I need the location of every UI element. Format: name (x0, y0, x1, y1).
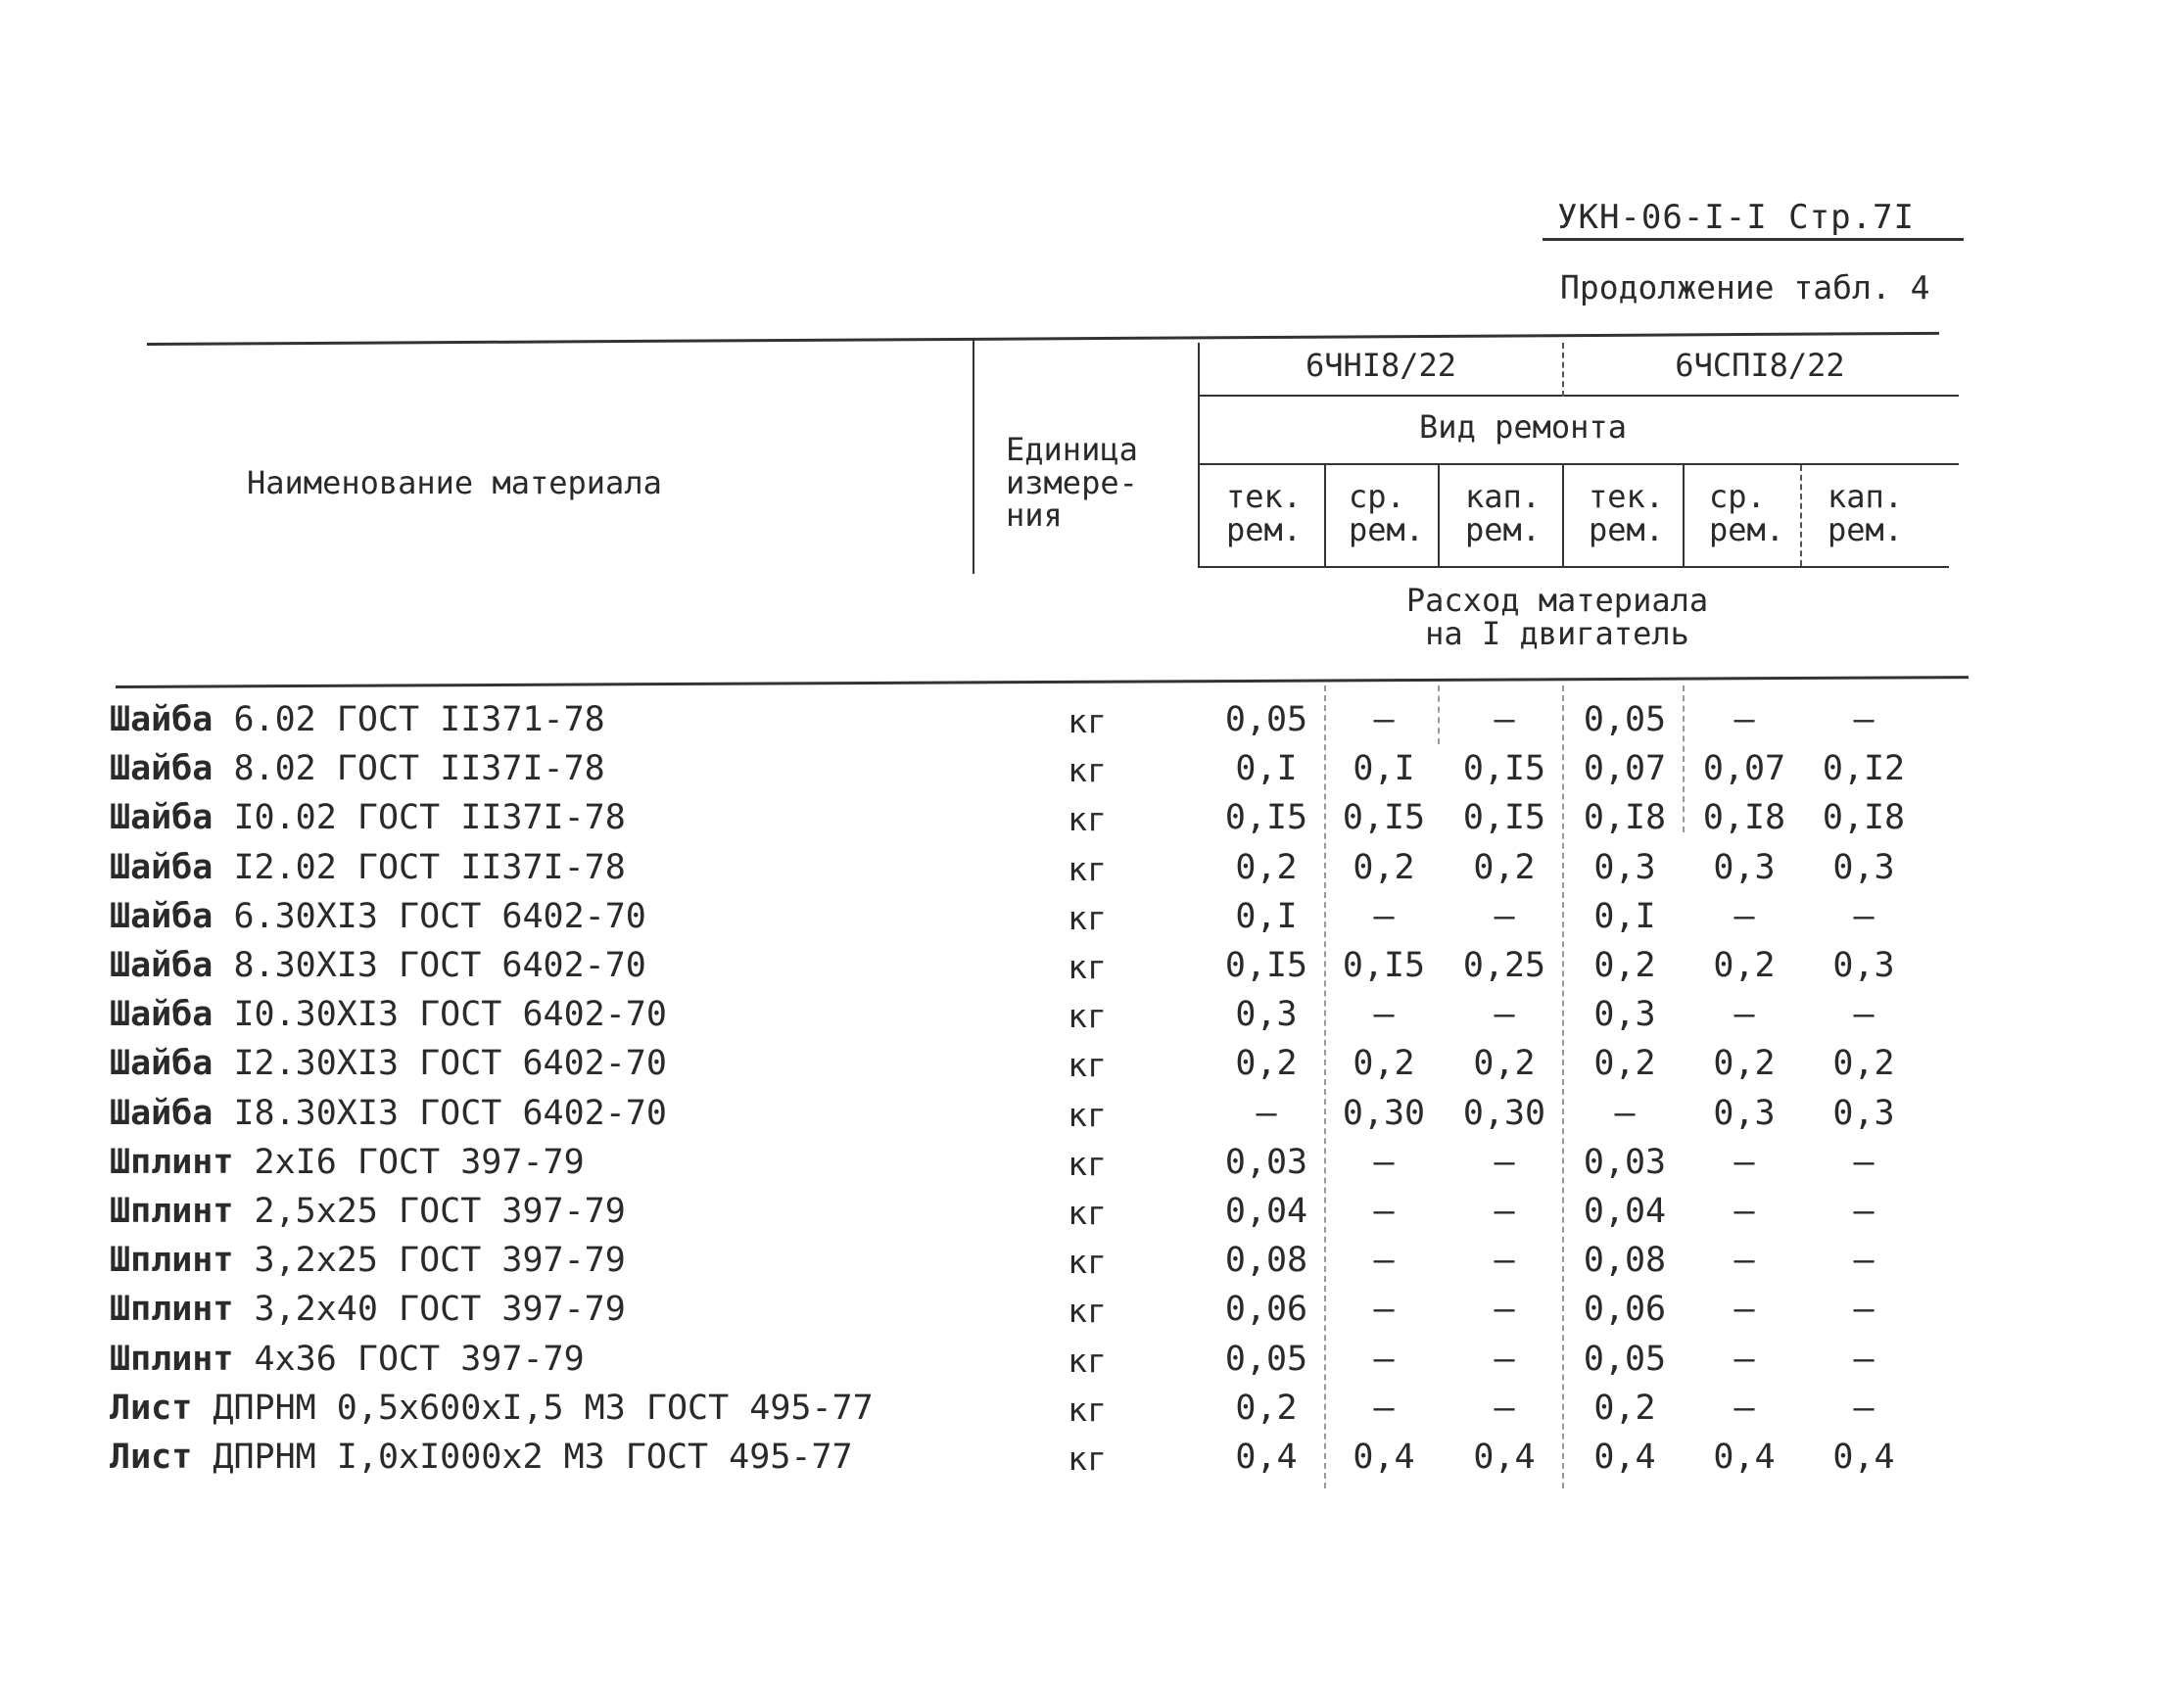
material-name (110, 1143, 585, 1182)
subcol-sep-2 (1438, 465, 1440, 566)
consumption-cell: 0,2 (1832, 1044, 1895, 1083)
material-name (110, 700, 605, 739)
consumption-cell: 0,I (1593, 897, 1656, 936)
consumption-cell: – (1853, 700, 1875, 739)
material-name (110, 1192, 626, 1231)
consumption-cell: 0,4 (1353, 1438, 1415, 1477)
consumption-cell: – (1853, 1389, 1875, 1428)
material-kind: Шплинт (110, 1241, 234, 1280)
consumption-cell: 0,3 (1832, 848, 1895, 887)
consumption-cell: – (1256, 1094, 1277, 1133)
material-spec: 8.02 ГОСТ II37I-78 (233, 749, 605, 788)
consumption-cell: 0,03 (1583, 1143, 1667, 1182)
unit-cell: кг (1068, 899, 1107, 937)
consumption-cell: – (1733, 1192, 1755, 1231)
consumption-cell: 0,07 (1583, 749, 1667, 788)
consumption-cell: 0,3 (1593, 995, 1656, 1034)
consumption-cell: – (1853, 1143, 1875, 1182)
consumption-cell: 0,2 (1593, 1044, 1656, 1083)
consumption-cell: – (1494, 700, 1515, 739)
material-spec: ДПРНМ 0,5x600xI,5 М3 ГОСТ 495-77 (213, 1389, 874, 1428)
material-kind: Шайба (110, 1044, 214, 1083)
material-kind: Шайба (110, 749, 214, 788)
consumption-cell: – (1373, 1241, 1395, 1280)
material-name (110, 1241, 626, 1280)
subcol-header-2: ср. рем. (1349, 478, 1425, 548)
material-name (110, 995, 667, 1034)
repair-type-header: Вид ремонта (1419, 408, 1627, 446)
consumption-cell: 0,08 (1224, 1241, 1308, 1280)
consumption-cell: 0,I (1235, 749, 1298, 788)
material-spec: 2,5x25 ГОСТ 397-79 (254, 1192, 626, 1231)
unit-column-header: Единица измере- ния (1006, 431, 1138, 535)
consumption-cell: 0,I5 (1462, 798, 1546, 837)
consumption-cell: 0,30 (1462, 1094, 1546, 1133)
consumption-cell: – (1494, 1241, 1515, 1280)
subcol-header-3: кап. рем. (1465, 478, 1542, 548)
consumption-cell: – (1494, 1290, 1515, 1329)
unit-cell: кг (1068, 1292, 1107, 1330)
subcol-sep-5 (1800, 465, 1802, 566)
consumption-cell: – (1373, 1340, 1395, 1379)
material-spec: I2.30XI3 ГОСТ 6402-70 (233, 1044, 667, 1083)
unit-cell: кг (1068, 800, 1107, 838)
page-reference-underline (1543, 238, 1964, 241)
subcol-header-6: кап. рем. (1828, 478, 1904, 548)
unit-cell: кг (1068, 1145, 1107, 1183)
material-kind: Шайба (110, 798, 214, 837)
material-name (110, 946, 646, 985)
consumption-header: Расход материала на I двигатель (1405, 582, 1709, 652)
consumption-cell: – (1494, 1192, 1515, 1231)
consumption-cell: 0,I5 (1342, 946, 1426, 985)
consumption-cell: – (1494, 995, 1515, 1034)
material-kind: Шайба (110, 897, 214, 936)
consumption-cell: – (1614, 1094, 1636, 1133)
engine-b-header: 6ЧСПI8/22 (1675, 347, 1845, 384)
consumption-cell: 0,I (1353, 749, 1415, 788)
repair-type-rule (1200, 463, 1959, 465)
consumption-cell: 0,4 (1832, 1438, 1895, 1477)
material-kind: Шайба (110, 1094, 214, 1133)
consumption-cell: 0,2 (1713, 1044, 1776, 1083)
consumption-cell: – (1853, 897, 1875, 936)
consumption-cell: 0,3 (1832, 946, 1895, 985)
consumption-cell: – (1373, 897, 1395, 936)
subcol-sep-3 (1562, 465, 1564, 566)
material-kind: Шайба (110, 946, 214, 985)
material-spec: I0.30XI3 ГОСТ 6402-70 (233, 995, 667, 1034)
consumption-cell: 0,05 (1583, 1340, 1667, 1379)
consumption-cell: 0,2 (1353, 1044, 1415, 1083)
material-name (110, 798, 626, 837)
consumption-cell: – (1853, 1340, 1875, 1379)
consumption-cell: – (1733, 1290, 1755, 1329)
material-kind: Шплинт (110, 1192, 234, 1231)
material-kind: Шплинт (110, 1143, 234, 1182)
material-kind: Шплинт (110, 1340, 234, 1379)
unit-cell: кг (1068, 1439, 1107, 1478)
consumption-cell: – (1733, 1389, 1755, 1428)
unit-cell: кг (1068, 997, 1107, 1035)
unit-cell: кг (1068, 948, 1107, 986)
material-name (110, 848, 626, 887)
material-spec: 2xI6 ГОСТ 397-79 (254, 1143, 585, 1182)
consumption-cell: 0,I8 (1702, 798, 1786, 837)
table-top-rule (147, 332, 1939, 346)
consumption-cell: 0,2 (1353, 848, 1415, 887)
engine-a-header: 6ЧНI8/22 (1305, 347, 1457, 384)
unit-cell: кг (1068, 1046, 1107, 1084)
consumption-cell: – (1494, 1340, 1515, 1379)
consumption-cell: – (1733, 897, 1755, 936)
unit-cell: кг (1068, 1342, 1107, 1380)
unit-cell: кг (1068, 751, 1107, 789)
consumption-cell: – (1494, 1143, 1515, 1182)
subcol-bottom-rule (1200, 566, 1949, 568)
consumption-cell: 0,I5 (1462, 749, 1546, 788)
engine-header-rule (1200, 395, 1959, 397)
consumption-cell: 0,05 (1583, 700, 1667, 739)
consumption-cell: 0,2 (1235, 848, 1298, 887)
consumption-cell: – (1853, 1241, 1875, 1280)
consumption-cell: – (1373, 1290, 1395, 1329)
material-kind: Шплинт (110, 1290, 234, 1329)
consumption-cell: 0,2 (1713, 946, 1776, 985)
consumption-cell: 0,3 (1593, 848, 1656, 887)
material-name (110, 1438, 853, 1477)
consumption-cell: – (1373, 1192, 1395, 1231)
consumption-cell: 0,2 (1473, 1044, 1536, 1083)
material-name (110, 1340, 585, 1379)
consumption-cell: – (1853, 995, 1875, 1034)
consumption-cell: – (1373, 1143, 1395, 1182)
material-kind: Шайба (110, 995, 214, 1034)
consumption-cell: 0,03 (1224, 1143, 1308, 1182)
unit-cell: кг (1068, 1243, 1107, 1281)
consumption-cell: – (1733, 1241, 1755, 1280)
consumption-cell: 0,06 (1224, 1290, 1308, 1329)
material-spec: 6.30XI3 ГОСТ 6402-70 (233, 897, 646, 936)
consumption-cell: 0,I8 (1822, 798, 1906, 837)
material-kind: Лист (110, 1389, 193, 1428)
subcol-header-5: ср. рем. (1709, 478, 1785, 548)
consumption-cell: 0,08 (1583, 1241, 1667, 1280)
material-kind: Шайба (110, 848, 214, 887)
unit-cell: кг (1068, 850, 1107, 888)
consumption-cell: 0,07 (1702, 749, 1786, 788)
consumption-cell: 0,2 (1473, 848, 1536, 887)
consumption-cell: – (1853, 1290, 1875, 1329)
material-spec: ДПРНМ I,0xI000x2 М3 ГОСТ 495-77 (213, 1438, 853, 1477)
consumption-cell: – (1733, 995, 1755, 1034)
table-continuation-label: Продолжение табл. 4 (1560, 268, 1930, 307)
material-spec: 3,2x25 ГОСТ 397-79 (254, 1241, 626, 1280)
consumption-cell: – (1373, 1389, 1395, 1428)
consumption-cell: 0,4 (1713, 1438, 1776, 1477)
consumption-cell: 0,3 (1713, 1094, 1776, 1133)
subcol-sep-1 (1324, 465, 1326, 566)
consumption-cell: – (1373, 700, 1395, 739)
consumption-cell: 0,4 (1235, 1438, 1298, 1477)
consumption-cell: 0,3 (1832, 1094, 1895, 1133)
subcol-header-1: тек. рем. (1226, 478, 1303, 548)
material-kind: Шайба (110, 700, 214, 739)
page-reference: УКН-06-I-I Стр.7I (1557, 198, 1915, 237)
subcol-header-4: тек. рем. (1589, 478, 1665, 548)
consumption-cell: 0,05 (1224, 1340, 1308, 1379)
subcol-sep-4 (1683, 465, 1685, 566)
material-name (110, 1389, 874, 1428)
consumption-cell: 0,06 (1583, 1290, 1667, 1329)
consumption-cell: 0,04 (1583, 1192, 1667, 1231)
unit-col-separator (973, 339, 974, 574)
consumption-cell: – (1733, 700, 1755, 739)
consumption-cell: 0,I5 (1342, 798, 1426, 837)
material-spec: I0.02 ГОСТ II37I-78 (233, 798, 626, 837)
consumption-cell: 0,25 (1462, 946, 1546, 985)
consumption-cell: – (1494, 1389, 1515, 1428)
material-spec: 6.02 ГОСТ II371-78 (233, 700, 605, 739)
consumption-cell: – (1733, 1143, 1755, 1182)
consumption-cell: 0,I5 (1224, 798, 1308, 837)
material-spec: 4x36 ГОСТ 397-79 (254, 1340, 585, 1379)
unit-cell: кг (1068, 1391, 1107, 1429)
consumption-cell: 0,I2 (1822, 749, 1906, 788)
material-spec: 8.30XI3 ГОСТ 6402-70 (233, 946, 646, 985)
consumption-cell: 0,30 (1342, 1094, 1426, 1133)
consumption-cell: 0,2 (1593, 946, 1656, 985)
consumption-cell: 0,I (1235, 897, 1298, 936)
material-name (110, 1044, 667, 1083)
material-name (110, 897, 646, 936)
consumption-cell: – (1733, 1340, 1755, 1379)
header-bottom-rule (116, 676, 1969, 688)
consumption-cell: 0,2 (1593, 1389, 1656, 1428)
material-name (110, 1290, 626, 1329)
consumption-cell: 0,I8 (1583, 798, 1667, 837)
consumption-cell: 0,2 (1235, 1044, 1298, 1083)
consumption-cell: 0,I5 (1224, 946, 1308, 985)
material-spec: I8.30XI3 ГОСТ 6402-70 (233, 1094, 667, 1133)
unit-cell: кг (1068, 1096, 1107, 1134)
consumption-cell: 0,4 (1593, 1438, 1656, 1477)
material-spec: I2.02 ГОСТ II37I-78 (233, 848, 626, 887)
consumption-cell: 0,3 (1235, 995, 1298, 1034)
unit-cell: кг (1068, 702, 1107, 740)
consumption-cell: – (1373, 995, 1395, 1034)
consumption-cell: 0,05 (1224, 700, 1308, 739)
material-name (110, 1094, 667, 1133)
material-name-header: Наименование материала (247, 464, 662, 501)
material-name (110, 749, 605, 788)
consumption-cell: 0,4 (1473, 1438, 1536, 1477)
consumption-cell: 0,3 (1713, 848, 1776, 887)
consumption-cell: 0,2 (1235, 1389, 1298, 1428)
material-kind: Лист (110, 1438, 193, 1477)
consumption-cell: – (1494, 897, 1515, 936)
consumption-cell: 0,04 (1224, 1192, 1308, 1231)
material-spec: 3,2x40 ГОСТ 397-79 (254, 1290, 626, 1329)
unit-cell: кг (1068, 1194, 1107, 1232)
consumption-cell: – (1853, 1192, 1875, 1231)
